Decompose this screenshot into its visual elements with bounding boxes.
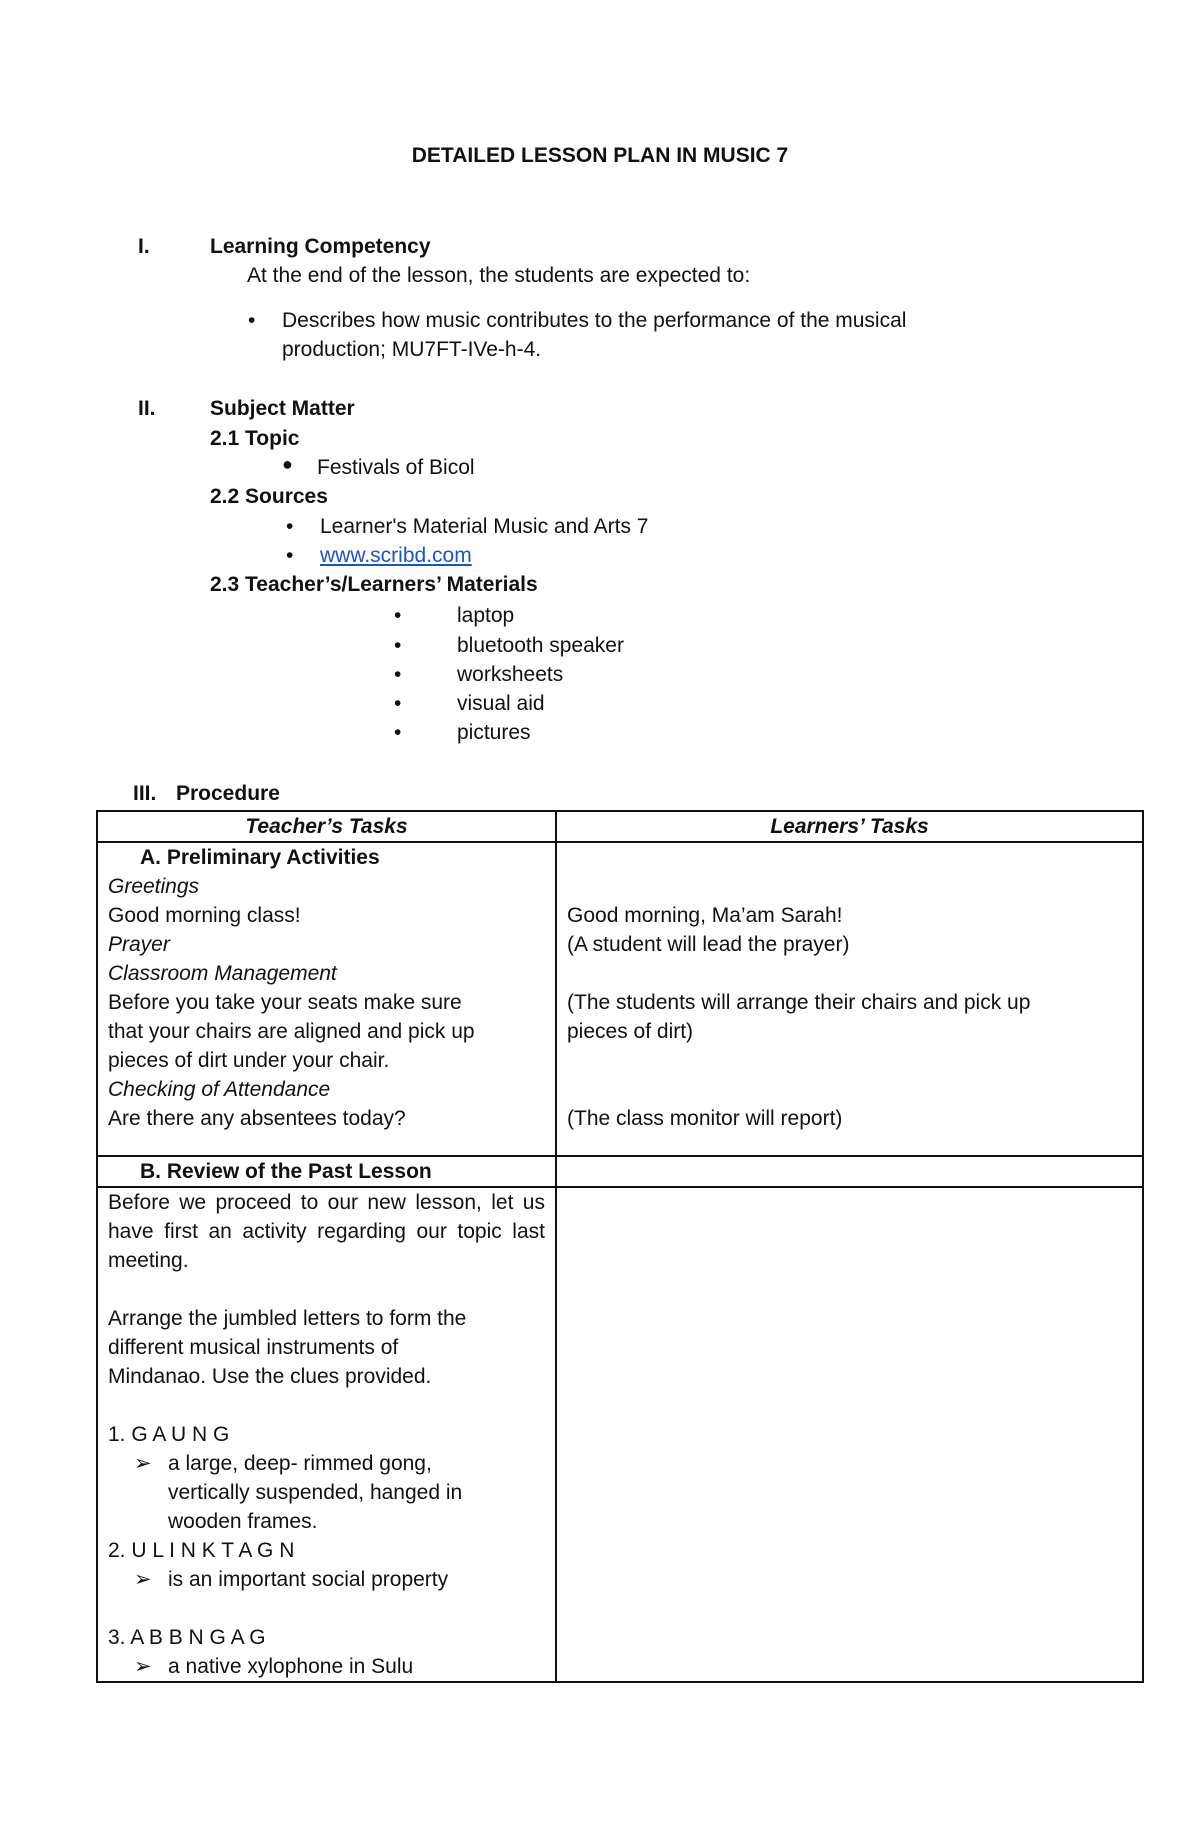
- section-1-heading: Learning Competency: [210, 235, 431, 258]
- learners-tasks-header: Learners’ Tasks: [556, 811, 1143, 842]
- competency-line-2: production; MU7FT-IVe-h-4.: [282, 338, 542, 361]
- table-header-row: [97, 811, 1143, 842]
- review-instruction-line: Arrange the jumbled letters to form the: [108, 1307, 467, 1330]
- bullet-dot: •: [394, 692, 402, 715]
- bullet-dot: ●: [282, 454, 293, 474]
- greetings-teacher: Good morning class!: [108, 904, 301, 927]
- material-item: worksheets: [457, 663, 564, 686]
- review-intro: Before we proceed to our new lesson, let us have first an activity regarding our topic last meeting.: [108, 1191, 545, 1272]
- clue: [108, 1652, 545, 1681]
- source-item: Learner's Material Music and Arts 7: [320, 515, 649, 538]
- bullet-dot: •: [394, 604, 402, 627]
- greetings-learner: Good morning, Ma’am Sarah!: [567, 904, 843, 927]
- cm-teacher-line: that your chairs are aligned and pick up: [108, 1020, 475, 1043]
- review-heading: B. Review of the Past Lesson: [140, 1160, 432, 1183]
- section-3-numeral: III.: [133, 782, 157, 805]
- material-item: visual aid: [457, 692, 545, 715]
- cm-teacher-line: Before you take your seats make sure: [108, 991, 462, 1014]
- review-learner-cell: [556, 1187, 1143, 1682]
- bullet-dot: •: [394, 663, 402, 686]
- clue-line: is an important social property: [168, 1568, 449, 1591]
- jumbled-item: 2. U L I N K T A G N: [108, 1539, 295, 1562]
- jumbled-item: 3. A B B N G A G: [108, 1626, 266, 1649]
- bullet-dot: •: [394, 634, 402, 657]
- topic-heading: 2.1 Topic: [210, 427, 300, 450]
- review-teacher-cell: [97, 1187, 556, 1682]
- jumbled-item: 1. G A U N G: [108, 1423, 230, 1446]
- material-item: pictures: [457, 721, 531, 744]
- prelim-heading: A. Preliminary Activities: [140, 846, 380, 869]
- source-link[interactable]: www.scribd.com: [320, 544, 472, 567]
- section-2-heading: Subject Matter: [210, 397, 355, 420]
- procedure-table: [96, 810, 1144, 1683]
- clue: [108, 1565, 545, 1594]
- teachers-tasks-header: Teacher’s Tasks: [97, 811, 556, 842]
- review-heading-cell: [97, 1156, 556, 1187]
- arrow-bullet-icon: ➢: [134, 1568, 152, 1591]
- prayer-label: Prayer: [108, 933, 170, 956]
- review-heading-learner-cell: [556, 1156, 1143, 1187]
- table-row: [97, 1187, 1143, 1682]
- review-instruction-line: different musical instruments of: [108, 1336, 399, 1359]
- table-row: [97, 842, 1143, 1156]
- sources-heading: 2.2 Sources: [210, 485, 328, 508]
- section-3-heading: Procedure: [176, 782, 280, 805]
- prelim-teacher-cell: [97, 842, 556, 1156]
- review-instruction-line: Mindanao. Use the clues provided.: [108, 1365, 432, 1388]
- clue-line: wooden frames.: [168, 1510, 318, 1533]
- greetings-label: Greetings: [108, 875, 200, 898]
- table-row: [97, 1156, 1143, 1187]
- clue: [108, 1449, 545, 1536]
- materials-heading: 2.3 Teacher’s/Learners’ Materials: [210, 573, 538, 596]
- bullet-dot: •: [248, 309, 256, 332]
- cm-learner-line: (The students will arrange their chairs and pick up: [567, 991, 1031, 1014]
- bullet-dot: •: [286, 544, 294, 567]
- section-1-intro: At the end of the lesson, the students are expected to:: [247, 264, 751, 287]
- prayer-learner: (A student will lead the prayer): [567, 933, 850, 956]
- cm-learner-line: pieces of dirt): [567, 1020, 694, 1043]
- topic-value: Festivals of Bicol: [317, 456, 475, 479]
- cm-teacher-line: pieces of dirt under your chair.: [108, 1049, 390, 1072]
- clue-line: vertically suspended, hanged in: [168, 1481, 463, 1504]
- document-title: DETAILED LESSON PLAN IN MUSIC 7: [411, 144, 789, 167]
- attendance-label: Checking of Attendance: [108, 1078, 331, 1101]
- competency-line-1: Describes how music contributes to the performance of the musical: [282, 309, 907, 332]
- arrow-bullet-icon: ➢: [134, 1655, 152, 1678]
- attendance-teacher: Are there any absentees today?: [108, 1107, 406, 1130]
- bullet-dot: •: [286, 515, 294, 538]
- section-1-numeral: I.: [138, 235, 150, 258]
- arrow-bullet-icon: ➢: [134, 1452, 152, 1475]
- prelim-learner-cell: [556, 842, 1143, 1156]
- section-2-numeral: II.: [138, 397, 156, 420]
- clue-line: a large, deep- rimmed gong,: [168, 1452, 432, 1475]
- clue-line: a native xylophone in Sulu: [168, 1655, 414, 1678]
- classroom-management-label: Classroom Management: [108, 962, 337, 985]
- material-item: bluetooth speaker: [457, 634, 624, 657]
- bullet-dot: •: [394, 721, 402, 744]
- attendance-learner: (The class monitor will report): [567, 1107, 843, 1130]
- material-item: laptop: [457, 604, 515, 627]
